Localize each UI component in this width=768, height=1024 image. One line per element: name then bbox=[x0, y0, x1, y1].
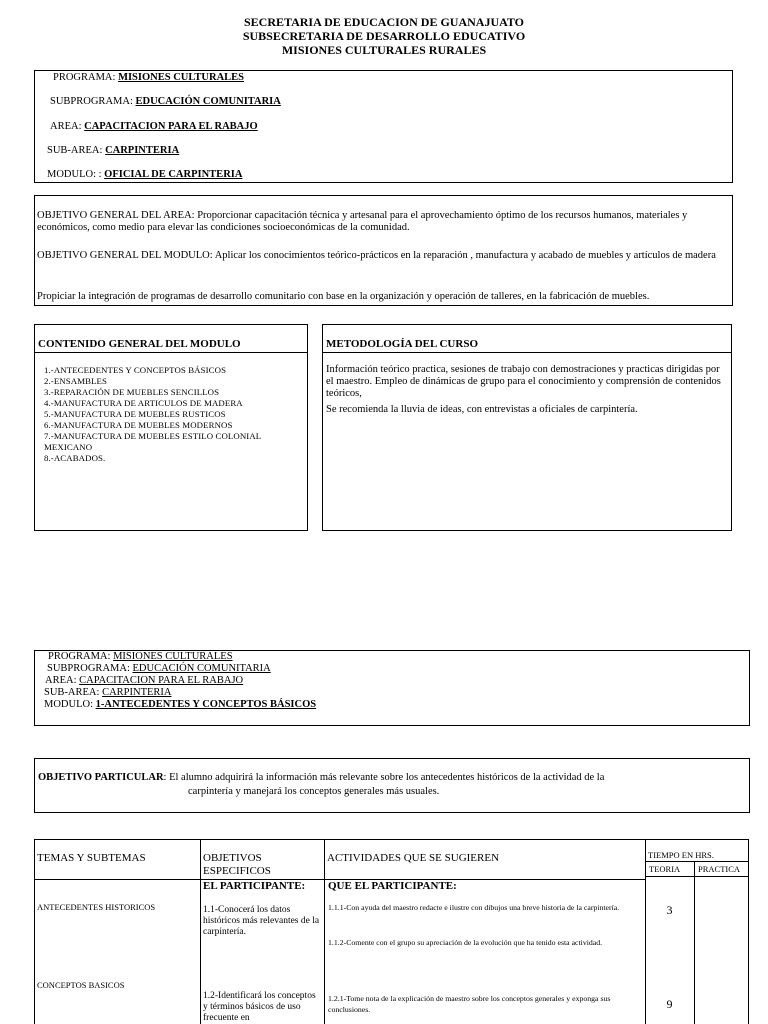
contenido-divider bbox=[34, 352, 308, 353]
objectives-box bbox=[34, 195, 733, 306]
programa-row bbox=[53, 72, 244, 83]
contenido-title: CONTENIDO GENERAL DEL MODULO bbox=[38, 338, 241, 350]
program-box bbox=[34, 70, 733, 183]
area-row bbox=[50, 121, 258, 132]
programa-value-2: MISIONES CULTURALES bbox=[113, 651, 233, 662]
contenido-item: MEXICANO bbox=[44, 442, 93, 452]
teoria-1: 3 bbox=[666, 903, 673, 917]
subprograma-value-2: EDUCACIÓN COMUNITARIA bbox=[132, 663, 271, 674]
contenido-item: 5.-MANUFACTURA DE MUEBLES RUSTICOS bbox=[44, 409, 226, 419]
contenido-box bbox=[34, 324, 308, 531]
col-practica: PRACTICA bbox=[698, 864, 741, 874]
objetivo-particular-label: OBJETIVO PARTICULAR bbox=[38, 772, 164, 783]
contenido-list bbox=[44, 365, 306, 464]
objetivo-modulo: OBJETIVO GENERAL DEL MODULO: Aplicar los conocimientos teórico-prácticos en la reparación , manufactura y acabado de muebles y artículos de madera bbox=[37, 250, 716, 261]
programa-value: MISIONES CULTURALES bbox=[118, 72, 245, 83]
col-teoria: TEORIA bbox=[649, 864, 681, 874]
activities-table bbox=[34, 839, 750, 1024]
objetivo-area: OBJETIVO GENERAL DEL AREA: Proporcionar capacitación técnica y artesanal para el aprovechamiento óptimo de los recursos humanos, materiales y económicos, como medio para elevar las condiciones socioeconómicas de la comunidad. bbox=[37, 210, 688, 233]
col-actividades: ACTIVIDADES QUE SE SUGIEREN bbox=[327, 852, 500, 864]
program-box-2 bbox=[34, 650, 750, 726]
col-tiempo: TIEMPO EN HRS. bbox=[648, 850, 714, 860]
col-objetivos: OBJETIVOS ESPECIFICOS bbox=[203, 852, 271, 877]
modulo-row bbox=[47, 169, 242, 180]
subprograma-row-2 bbox=[47, 663, 271, 675]
header-line-3: MISIONES CULTURALES RURALES bbox=[281, 43, 487, 57]
subarea-label-2: SUB-AREA: bbox=[44, 687, 100, 698]
metodologia-divider bbox=[322, 352, 732, 353]
modulo-label-2: MODULO: bbox=[44, 699, 93, 710]
col-temas: TEMAS Y SUBTEMAS bbox=[37, 852, 146, 864]
modulo-label: MODULO: : bbox=[47, 169, 102, 180]
header-line-2: SUBSECRETARIA DE DESARROLLO EDUCATIVO bbox=[242, 29, 526, 43]
metodologia-text-2: Se recomienda la lluvia de ideas, con entrevistas a oficiales de carpintería. bbox=[326, 404, 638, 415]
modulo-value-2: 1-ANTECEDENTES Y CONCEPTOS BÁSICOS bbox=[95, 699, 317, 710]
tema-conceptos: CONCEPTOS BASICOS bbox=[37, 980, 125, 990]
metodologia-box bbox=[322, 324, 732, 531]
teoria-2: 9 bbox=[666, 997, 673, 1011]
metodologia-text-1: Información teórico practica, sesiones de trabajo con demostraciones y practicas dirigidas por el maestro. Empleo de dinámicas de grupo para el conocimiento y comprensión de contenidos teóricos, bbox=[326, 364, 721, 399]
contenido-item: 6.-MANUFACTURA DE MUEBLES MODERNOS bbox=[44, 420, 233, 430]
subarea-label: SUB-AREA: bbox=[47, 145, 103, 156]
objetivo-particular-text-2: carpintería y manejará los conceptos generales más usuales. bbox=[188, 786, 440, 797]
objetivo-particular-box bbox=[34, 758, 750, 813]
actividad-1-2-1: 1.2.1-Tome nota de la explicación de maestro sobre los conceptos generales y exponga sus conclusiones. bbox=[328, 994, 611, 1014]
contenido-item: 7.-MANUFACTURA DE MUEBLES ESTILO COLONIAL bbox=[44, 431, 262, 441]
subarea-value-2: CARPINTERIA bbox=[102, 687, 172, 698]
objetivo-particular-line-1 bbox=[38, 772, 604, 784]
el-participante: EL PARTICIPANTE: bbox=[203, 880, 306, 892]
contenido-item: 8.-ACABADOS. bbox=[44, 453, 106, 463]
subprograma-label-2: SUBPROGRAMA: bbox=[47, 663, 130, 674]
programa-label: PROGRAMA: bbox=[53, 72, 116, 83]
area-label: AREA: bbox=[50, 121, 82, 132]
programa-row-2 bbox=[48, 651, 233, 663]
modulo-row-2 bbox=[44, 699, 316, 711]
header-line-1: SECRETARIA DE EDUCACION DE GUANAJUATO bbox=[243, 15, 525, 29]
objetivo-propiciar: Propiciar la integración de programas de desarrollo comunitario con base en la organización y operación de talleres, en la fabricación de muebles. bbox=[37, 291, 650, 302]
metodologia-title: METODOLOGÍA DEL CURSO bbox=[326, 338, 478, 350]
objetivo-1-1: 1.1-Conocerá los datos históricos más relevantes de la carpintería. bbox=[203, 905, 320, 937]
contenido-item: 2.-ENSAMBLES bbox=[44, 376, 108, 386]
contenido-item: 1.-ANTECEDENTES Y CONCEPTOS BÁSICOS bbox=[44, 365, 227, 375]
subprograma-value: EDUCACIÓN COMUNITARIA bbox=[135, 96, 281, 107]
subprograma-row bbox=[50, 96, 281, 107]
tema-antecedentes: ANTECEDENTES HISTORICOS bbox=[37, 902, 156, 912]
area-row-2 bbox=[45, 675, 243, 687]
area-value: CAPACITACION PARA EL RABAJO bbox=[84, 121, 258, 132]
area-label-2: AREA: bbox=[45, 675, 77, 686]
actividad-1-1-1: 1.1.1-Con ayuda del maestro redacte e ilustre con dibujos una breve historia de la carpintería. bbox=[328, 903, 620, 912]
subarea-row bbox=[47, 145, 179, 156]
objetivo-particular-text-1: : El alumno adquirirá la información más relevante sobre los antecedentes históricos de la actividad de la bbox=[163, 772, 605, 783]
objetivo-1-2: 1.2-Identificará los conceptos y términos básicos de uso frecuente en bbox=[203, 991, 316, 1023]
area-value-2: CAPACITACION PARA EL RABAJO bbox=[79, 675, 244, 686]
subprograma-label: SUBPROGRAMA: bbox=[50, 96, 133, 107]
contenido-item: 3.-REPARACIÓN DE MUEBLES SENCILLOS bbox=[44, 387, 220, 397]
contenido-item: 4.-MANUFACTURA DE ARTICULOS DE MADERA bbox=[44, 398, 243, 408]
subarea-row-2 bbox=[44, 687, 171, 699]
modulo-value: OFICIAL DE CARPINTERIA bbox=[104, 169, 243, 180]
programa-label-2: PROGRAMA: bbox=[48, 651, 111, 662]
subarea-value: CARPINTERIA bbox=[105, 145, 180, 156]
actividad-1-1-2: 1.1.2-Comente con el grupo su apreciación de la evolución que ha tenido esta actividad. bbox=[328, 938, 603, 947]
que-el-participante: QUE EL PARTICIPANTE: bbox=[328, 880, 457, 892]
